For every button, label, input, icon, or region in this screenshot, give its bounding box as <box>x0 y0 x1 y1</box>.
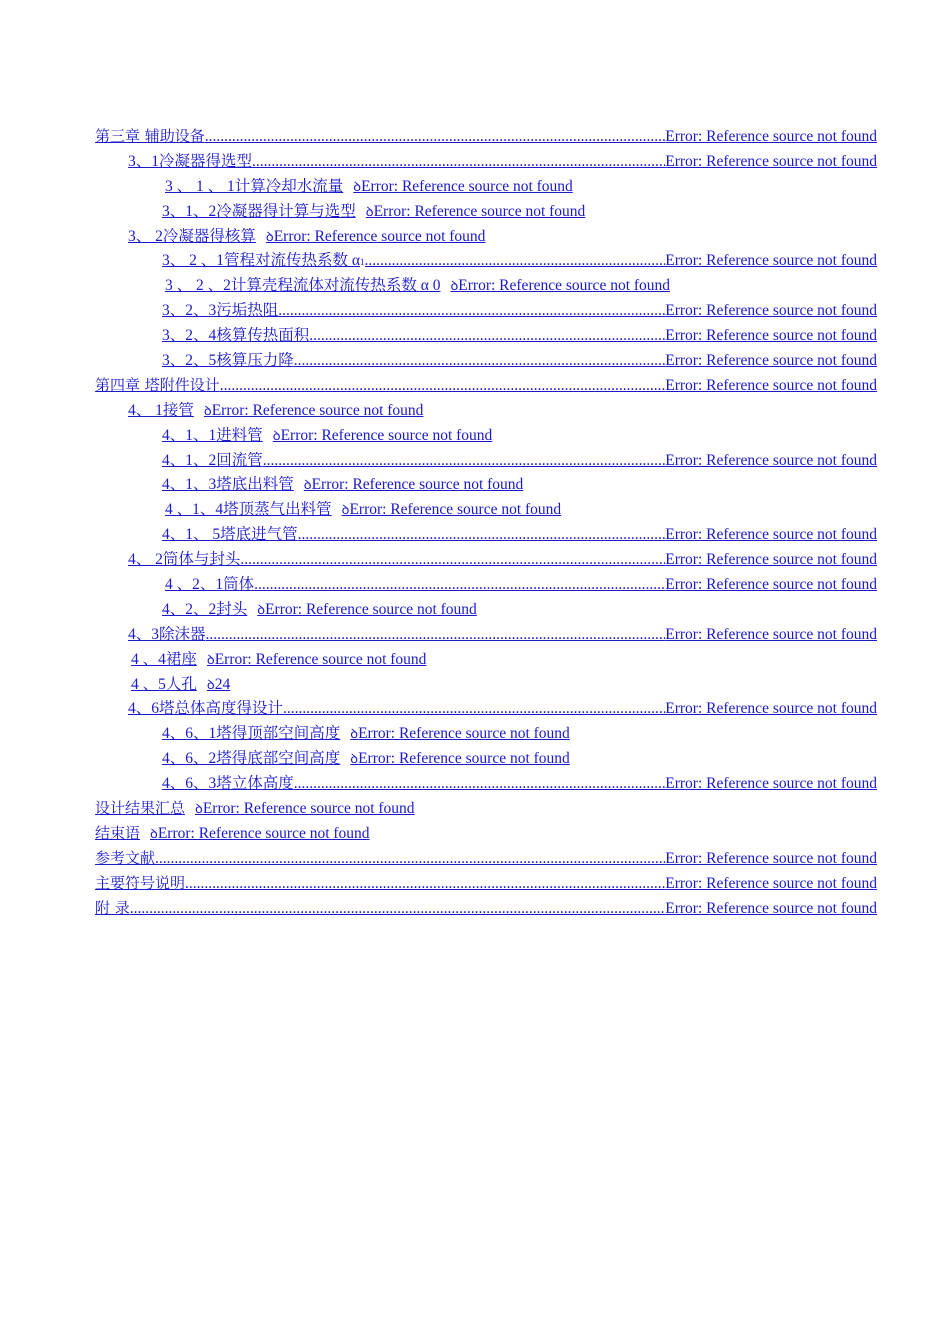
tab-marker-glyph: ꝺ <box>206 651 215 667</box>
tab-marker-glyph: ꝺ <box>353 178 362 194</box>
toc-entry-title[interactable]: 3、2、3污垢热阻 <box>162 302 279 320</box>
toc-entry[interactable] <box>95 400 877 425</box>
toc-entry-title[interactable]: 4、6、2塔得底部空间高度 <box>162 750 341 768</box>
toc-entry[interactable] <box>95 250 877 275</box>
dot-leader <box>263 450 665 471</box>
toc-entry-page-ref[interactable]: Error: Reference source not found <box>665 152 877 170</box>
dot-leader <box>365 250 666 271</box>
dot-leader <box>309 325 665 346</box>
toc-entry-page-ref[interactable]: Error: Reference source not found <box>665 128 877 145</box>
tab-marker-glyph: ꝺ <box>365 203 374 219</box>
toc-entry-title[interactable]: 4、6、3塔立体高度 <box>162 775 294 793</box>
dot-leader <box>298 524 666 545</box>
toc-entry-title[interactable]: 主要符号说明 <box>95 873 186 892</box>
toc-entry-page-ref[interactable]: Error: Reference source not found <box>665 625 877 643</box>
toc-entry-title[interactable]: 3、 2冷凝器得核算 <box>128 227 256 245</box>
toc-entry-page-ref[interactable]: Error: Reference source not found <box>665 526 877 544</box>
toc-entry-title[interactable]: 4、2、2封头 <box>162 600 248 618</box>
tab-marker-glyph: ꝺ <box>150 825 158 841</box>
dot-leader <box>240 549 665 570</box>
toc-entry-title[interactable]: 第三章 辅助设备 <box>95 127 205 145</box>
toc-entry[interactable] <box>95 350 877 375</box>
tab-marker-glyph: ꝺ <box>206 676 215 692</box>
toc-entry-title[interactable]: 3、 2 、1管程对流传热系数 α <box>162 252 360 270</box>
toc-entry-page-ref[interactable]: Error: Reference source not found <box>665 451 877 469</box>
toc-entry-page-ref[interactable]: Error: Reference source not found <box>665 700 877 718</box>
toc-entry[interactable] <box>95 474 877 499</box>
dot-leader <box>283 698 665 719</box>
toc-entry[interactable] <box>95 848 877 873</box>
toc-entry[interactable] <box>95 574 877 599</box>
toc-entry[interactable] <box>95 176 877 201</box>
toc-entry-title[interactable]: 4 、4裙座 <box>131 650 197 668</box>
toc-entry-subscript: 1 <box>360 257 365 268</box>
toc-entry-page-ref[interactable]: Error: Reference source not found <box>665 874 877 892</box>
toc-entry[interactable] <box>95 823 877 848</box>
dot-leader <box>220 375 665 396</box>
toc-entry[interactable] <box>95 748 877 773</box>
toc-entry-page-ref[interactable]: Error: Reference source not found <box>458 277 671 295</box>
dot-leader <box>278 300 665 321</box>
toc-entry-page-ref[interactable]: Error: Reference source not found <box>373 202 586 220</box>
tab-marker-glyph: ꝺ <box>272 427 281 443</box>
toc-entry-title[interactable]: 4、6、1塔得顶部空间高度 <box>162 725 341 743</box>
toc-entry-title[interactable]: 3、1冷凝器得选型 <box>128 152 253 170</box>
dot-leader <box>294 350 665 371</box>
toc-entry-page-ref[interactable]: Error: Reference source not found <box>665 551 877 569</box>
toc-entry-page-ref[interactable]: Error: Reference source not found <box>665 899 877 917</box>
toc-entry[interactable] <box>95 798 877 823</box>
toc-entry-title[interactable]: 设计结果汇总 <box>95 799 186 818</box>
tab-marker-glyph: ꝺ <box>203 402 212 418</box>
toc-entry-title[interactable]: 4 、1、4塔顶蒸气出料管 <box>165 501 332 519</box>
toc-entry[interactable] <box>95 773 877 798</box>
dot-leader <box>155 848 665 869</box>
toc-entry-page-ref[interactable]: Error: Reference source not found <box>665 376 877 394</box>
toc-entry-page-ref[interactable]: Error: Reference source not found <box>665 849 877 867</box>
toc-entry-title[interactable]: 4 、2、1筒体 <box>165 576 255 594</box>
toc-entry-title[interactable]: 4、1、3塔底出料管 <box>162 476 294 494</box>
toc-entry-title[interactable]: 3、2、4核算传热面积 <box>162 327 310 345</box>
toc-entry-title[interactable]: 4、 2筒体与封头 <box>128 551 241 569</box>
tab-marker-glyph: ꝺ <box>350 751 359 767</box>
toc-entry-title[interactable]: 4、6塔总体高度得设计 <box>128 700 284 718</box>
toc-entry-title[interactable]: 3、1、2冷凝器得计算与选型 <box>162 202 356 220</box>
toc-entry-title[interactable]: 3 、 2 、2计算壳程流体对流传热系数 α 0 <box>165 277 441 295</box>
tab-marker-glyph: ꝺ <box>303 477 312 493</box>
dot-leader <box>252 151 665 172</box>
toc-entry[interactable] <box>95 499 877 524</box>
toc-entry[interactable] <box>95 151 877 176</box>
toc-entry-title[interactable]: 附 录 <box>95 898 130 917</box>
toc-entry-title[interactable]: 第四章 塔附件设计 <box>95 375 220 394</box>
toc-entry-page-ref[interactable]: Error: Reference source not found <box>665 252 877 270</box>
toc-entry[interactable] <box>95 300 877 325</box>
toc-entry[interactable] <box>95 599 877 624</box>
toc-entry-title[interactable]: 4、1、1进料管 <box>162 426 263 444</box>
toc-entry-page-ref[interactable]: Error: Reference source not found <box>358 725 570 743</box>
toc-entry-page-ref[interactable]: Error: Reference source not found <box>358 750 570 768</box>
toc-entry-page-ref[interactable]: Error: Reference source not found <box>665 352 877 370</box>
toc-entry-title[interactable]: 4、 1接管 <box>128 401 194 419</box>
toc-entry-page-ref[interactable]: Error: Reference source not found <box>273 227 486 245</box>
toc-entry[interactable] <box>95 226 877 251</box>
toc-entry[interactable] <box>95 873 877 898</box>
toc-entry-page-ref[interactable]: Error: Reference source not found <box>211 401 424 419</box>
table-of-contents <box>95 126 877 923</box>
toc-entry-page-ref[interactable]: Error: Reference source not found <box>665 775 877 793</box>
toc-entry-page-ref[interactable]: Error: Reference source not found <box>665 576 877 594</box>
toc-entry-title[interactable]: 4、1、 5塔底进气管 <box>162 526 298 544</box>
toc-entry[interactable] <box>95 126 877 151</box>
toc-entry-title[interactable]: 4、3除沫器 <box>128 625 206 643</box>
toc-entry-page-ref[interactable]: Error: Reference source not found <box>265 600 477 618</box>
toc-entry-title[interactable]: 3、2、5核算压力降 <box>162 352 294 370</box>
toc-entry[interactable] <box>95 723 877 748</box>
toc-entry[interactable] <box>95 649 877 674</box>
toc-entry[interactable] <box>95 674 877 699</box>
toc-entry[interactable] <box>95 325 877 350</box>
toc-entry-page-ref[interactable]: Error: Reference source not found <box>361 177 573 195</box>
toc-entry[interactable] <box>95 425 877 450</box>
toc-entry[interactable] <box>95 624 877 649</box>
dot-leader <box>205 126 665 147</box>
toc-entry[interactable] <box>95 898 877 923</box>
toc-entry-title[interactable]: 结束语 <box>95 823 141 842</box>
toc-entry[interactable] <box>95 275 877 300</box>
toc-entry[interactable] <box>95 698 877 723</box>
toc-entry-page-ref[interactable]: 24 <box>214 675 231 693</box>
toc-entry-page-ref[interactable]: Error: Reference source not found <box>280 426 493 444</box>
toc-entry-page-ref[interactable]: Error: Reference source not found <box>349 501 562 519</box>
toc-entry-page-ref[interactable]: Error: Reference source not found <box>202 800 415 818</box>
tab-marker-glyph: ꝺ <box>195 801 203 817</box>
toc-entry-page-ref[interactable]: Error: Reference source not found <box>311 476 524 494</box>
toc-entry[interactable] <box>95 524 877 549</box>
dot-leader <box>185 873 665 894</box>
toc-entry-page-ref[interactable]: Error: Reference source not found <box>214 650 427 668</box>
toc-entry-title[interactable]: 参考文献 <box>95 848 156 867</box>
toc-entry[interactable] <box>95 201 877 226</box>
toc-entry[interactable] <box>95 450 877 475</box>
toc-entry-title[interactable]: 3 、 1 、 1计算冷却水流量 <box>165 177 344 195</box>
dot-leader <box>254 574 665 595</box>
tab-marker-glyph: ꝺ <box>257 601 266 617</box>
toc-entry-page-ref[interactable]: Error: Reference source not found <box>665 327 877 345</box>
toc-entry[interactable] <box>95 375 877 400</box>
toc-entry-page-ref[interactable]: Error: Reference source not found <box>157 824 370 842</box>
dot-leader <box>130 898 665 919</box>
dot-leader <box>206 624 666 645</box>
tab-marker-glyph: ꝺ <box>341 502 350 518</box>
tab-marker-glyph: ꝺ <box>350 726 359 742</box>
toc-entry[interactable] <box>95 549 877 574</box>
toc-entry-page-ref[interactable]: Error: Reference source not found <box>665 302 877 320</box>
toc-entry-title[interactable]: 4 、5人孔 <box>131 675 197 693</box>
tab-marker-glyph: ꝺ <box>265 228 274 244</box>
toc-entry-title[interactable]: 4、1、2回流管 <box>162 451 263 469</box>
dot-leader <box>294 773 665 794</box>
tab-marker-glyph: ꝺ <box>450 278 459 294</box>
